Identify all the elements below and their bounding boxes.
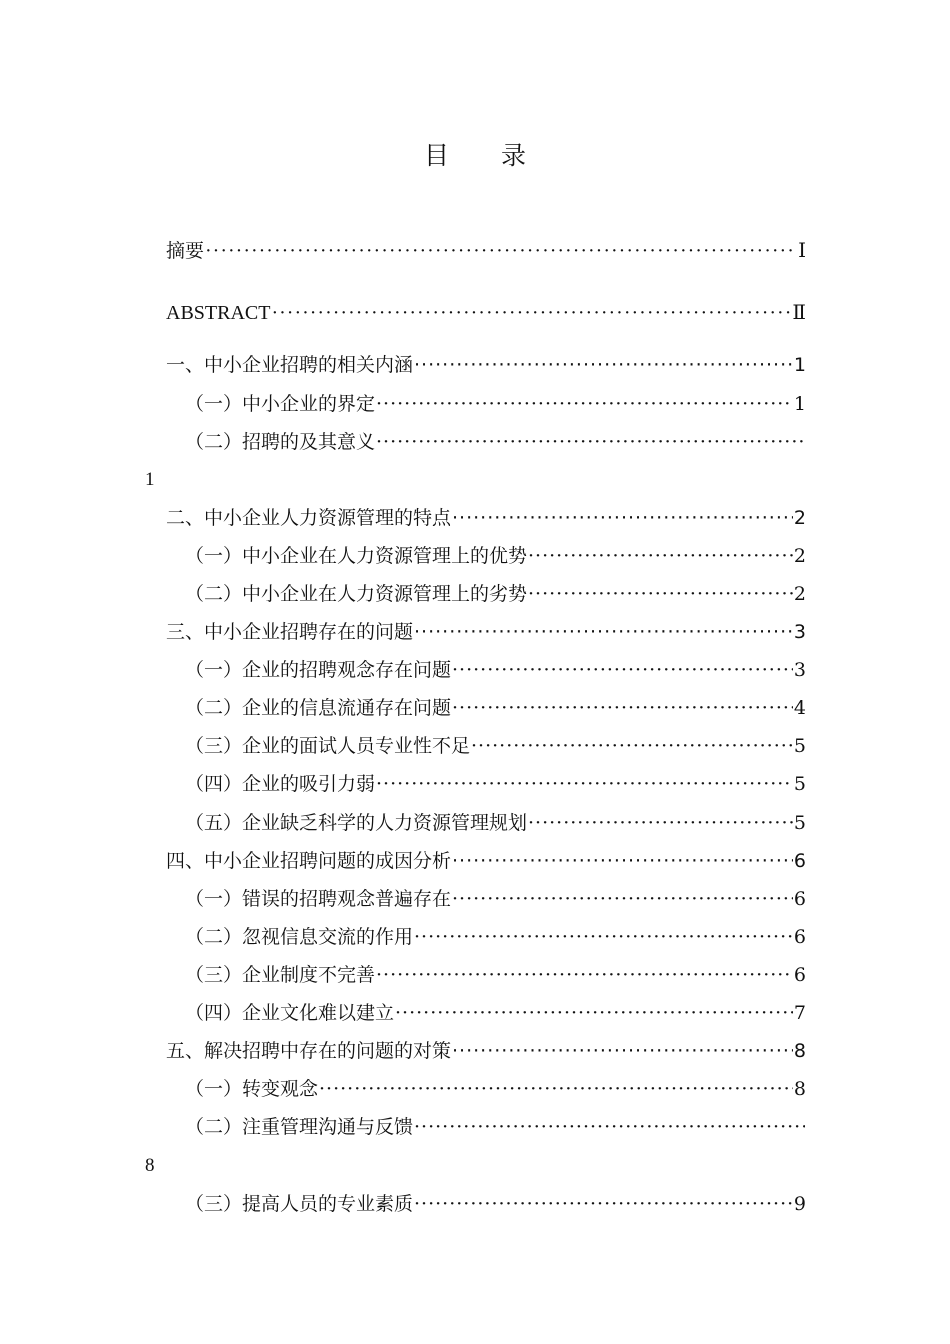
page-title: 目 录 (424, 141, 548, 170)
toc-entry-chapter-5[interactable] (166, 1036, 806, 1066)
toc-entry-page: 3 (793, 659, 806, 681)
toc-entry-text: ABSTRACT (166, 302, 271, 324)
toc-entry-section-1-2[interactable] (185, 427, 806, 457)
toc-entry-text: 摘要 (166, 240, 205, 262)
toc-leader-dots (452, 1036, 793, 1066)
toc-entry-section-5-3[interactable] (185, 1189, 806, 1219)
toc-entry-page: 1 (793, 393, 806, 415)
toc-entry-text: 二、中小企业人力资源管理的特点 (166, 507, 452, 529)
toc-leader-dots (414, 350, 793, 380)
toc-entry-text: （三）企业的面试人员专业性不足 (185, 735, 471, 757)
toc-leader-dots (528, 808, 793, 838)
toc-leader-dots (414, 922, 793, 952)
toc-entry-page: Ⅱ (792, 302, 806, 324)
toc-entry-text: （三）提高人员的专业素质 (185, 1193, 414, 1215)
toc-leader-dots (452, 693, 793, 723)
toc-entry-text: （二）忽视信息交流的作用 (185, 926, 414, 948)
toc-entry-section-2-2[interactable] (185, 579, 806, 609)
toc-entry-page: 5 (793, 773, 806, 795)
toc-entry-page: 1 (793, 354, 806, 376)
toc-entry-text: （二）企业的信息流通存在问题 (185, 697, 452, 719)
toc-entry-page: 4 (793, 697, 806, 719)
toc-entry-page-wrapped: 1 (145, 469, 155, 490)
toc-entry-section-5-2[interactable] (185, 1112, 806, 1142)
toc-leader-dots (452, 846, 793, 876)
toc-leader-dots (376, 769, 793, 799)
toc-entry-section-4-3[interactable] (185, 960, 806, 990)
toc-entry-chapter-4[interactable] (166, 846, 806, 876)
toc-entry-abstract-en[interactable] (166, 298, 806, 328)
toc-leader-dots (452, 655, 793, 685)
toc-leader-dots (376, 389, 793, 419)
toc-entry-text: 五、解决招聘中存在的问题的对策 (166, 1040, 452, 1062)
toc-leader-dots (414, 1112, 805, 1142)
toc-entry-section-2-1[interactable] (185, 541, 806, 571)
toc-entry-section-4-2[interactable] (185, 922, 806, 952)
toc-entry-page-wrapped: 8 (145, 1155, 155, 1176)
toc-entry-section-5-1[interactable] (185, 1074, 806, 1104)
toc-leader-dots (452, 503, 793, 533)
toc-entry-section-3-4[interactable] (185, 769, 806, 799)
toc-entry-text: （一）中小企业的界定 (185, 393, 376, 415)
toc-entry-chapter-1[interactable] (166, 350, 806, 380)
toc-entry-text: （二）招聘的及其意义 (185, 431, 376, 453)
toc-entry-text: （二）中小企业在人力资源管理上的劣势 (185, 583, 528, 605)
toc-leader-dots (528, 541, 793, 571)
toc-entry-page: 5 (793, 812, 806, 834)
toc-entry-page: 6 (793, 888, 806, 910)
toc-entry-text: （四）企业文化难以建立 (185, 1002, 395, 1024)
toc-entry-section-4-1[interactable] (185, 884, 806, 914)
toc-entry-text: （三）企业制度不完善 (185, 964, 376, 986)
toc-entry-section-1-1[interactable] (185, 389, 806, 419)
toc-entry-page: Ⅰ (798, 240, 806, 262)
toc-entry-page: 6 (793, 964, 806, 986)
toc-entry-page: 6 (793, 926, 806, 948)
toc-entry-text: （一）转变观念 (185, 1078, 319, 1100)
toc-entry-abstract-cn[interactable] (166, 236, 806, 266)
toc-entry-page: 8 (793, 1078, 806, 1100)
toc-entry-text: （一）中小企业在人力资源管理上的优势 (185, 545, 528, 567)
toc-entry-chapter-2[interactable] (166, 503, 806, 533)
toc-entry-page: 8 (793, 1040, 806, 1062)
toc-leader-dots (376, 427, 805, 457)
toc-entry-section-3-3[interactable] (185, 731, 806, 761)
toc-leader-dots (395, 998, 793, 1028)
toc-leader-dots (205, 236, 797, 266)
toc-entry-page: 3 (793, 621, 806, 643)
toc-entry-page: 9 (793, 1193, 806, 1215)
toc-entry-page: 2 (793, 583, 806, 605)
toc-entry-section-4-4[interactable] (185, 998, 806, 1028)
toc-entry-page: 7 (793, 1002, 806, 1024)
toc-entry-text: 一、中小企业招聘的相关内涵 (166, 354, 414, 376)
toc-leader-dots (452, 884, 793, 914)
toc-entry-page: 2 (793, 545, 806, 567)
toc-entry-text: （五）企业缺乏科学的人力资源管理规划 (185, 812, 528, 834)
toc-entry-section-3-2[interactable] (185, 693, 806, 723)
toc-entry-page: 2 (793, 507, 806, 529)
toc-entry-chapter-3[interactable] (166, 617, 806, 647)
toc-entry-text: （一）企业的招聘观念存在问题 (185, 659, 452, 681)
toc-leader-dots (471, 731, 793, 761)
toc-entry-page: 6 (793, 850, 806, 872)
toc-leader-dots (414, 1189, 793, 1219)
toc-leader-dots (414, 617, 793, 647)
toc-entry-text: （四）企业的吸引力弱 (185, 773, 376, 795)
toc-entry-page: 5 (793, 735, 806, 757)
toc-entry-section-3-5[interactable] (185, 808, 806, 838)
toc-entry-text: （一）错误的招聘观念普遍存在 (185, 888, 452, 910)
toc-entry-text: 三、中小企业招聘存在的问题 (166, 621, 414, 643)
toc-entry-text: （二）注重管理沟通与反馈 (185, 1116, 414, 1138)
toc-leader-dots (319, 1074, 793, 1104)
toc-leader-dots (528, 579, 793, 609)
toc-leader-dots (376, 960, 793, 990)
toc-entry-text: 四、中小企业招聘问题的成因分析 (166, 850, 452, 872)
toc-leader-dots (271, 298, 791, 328)
toc-entry-section-3-1[interactable] (185, 655, 806, 685)
